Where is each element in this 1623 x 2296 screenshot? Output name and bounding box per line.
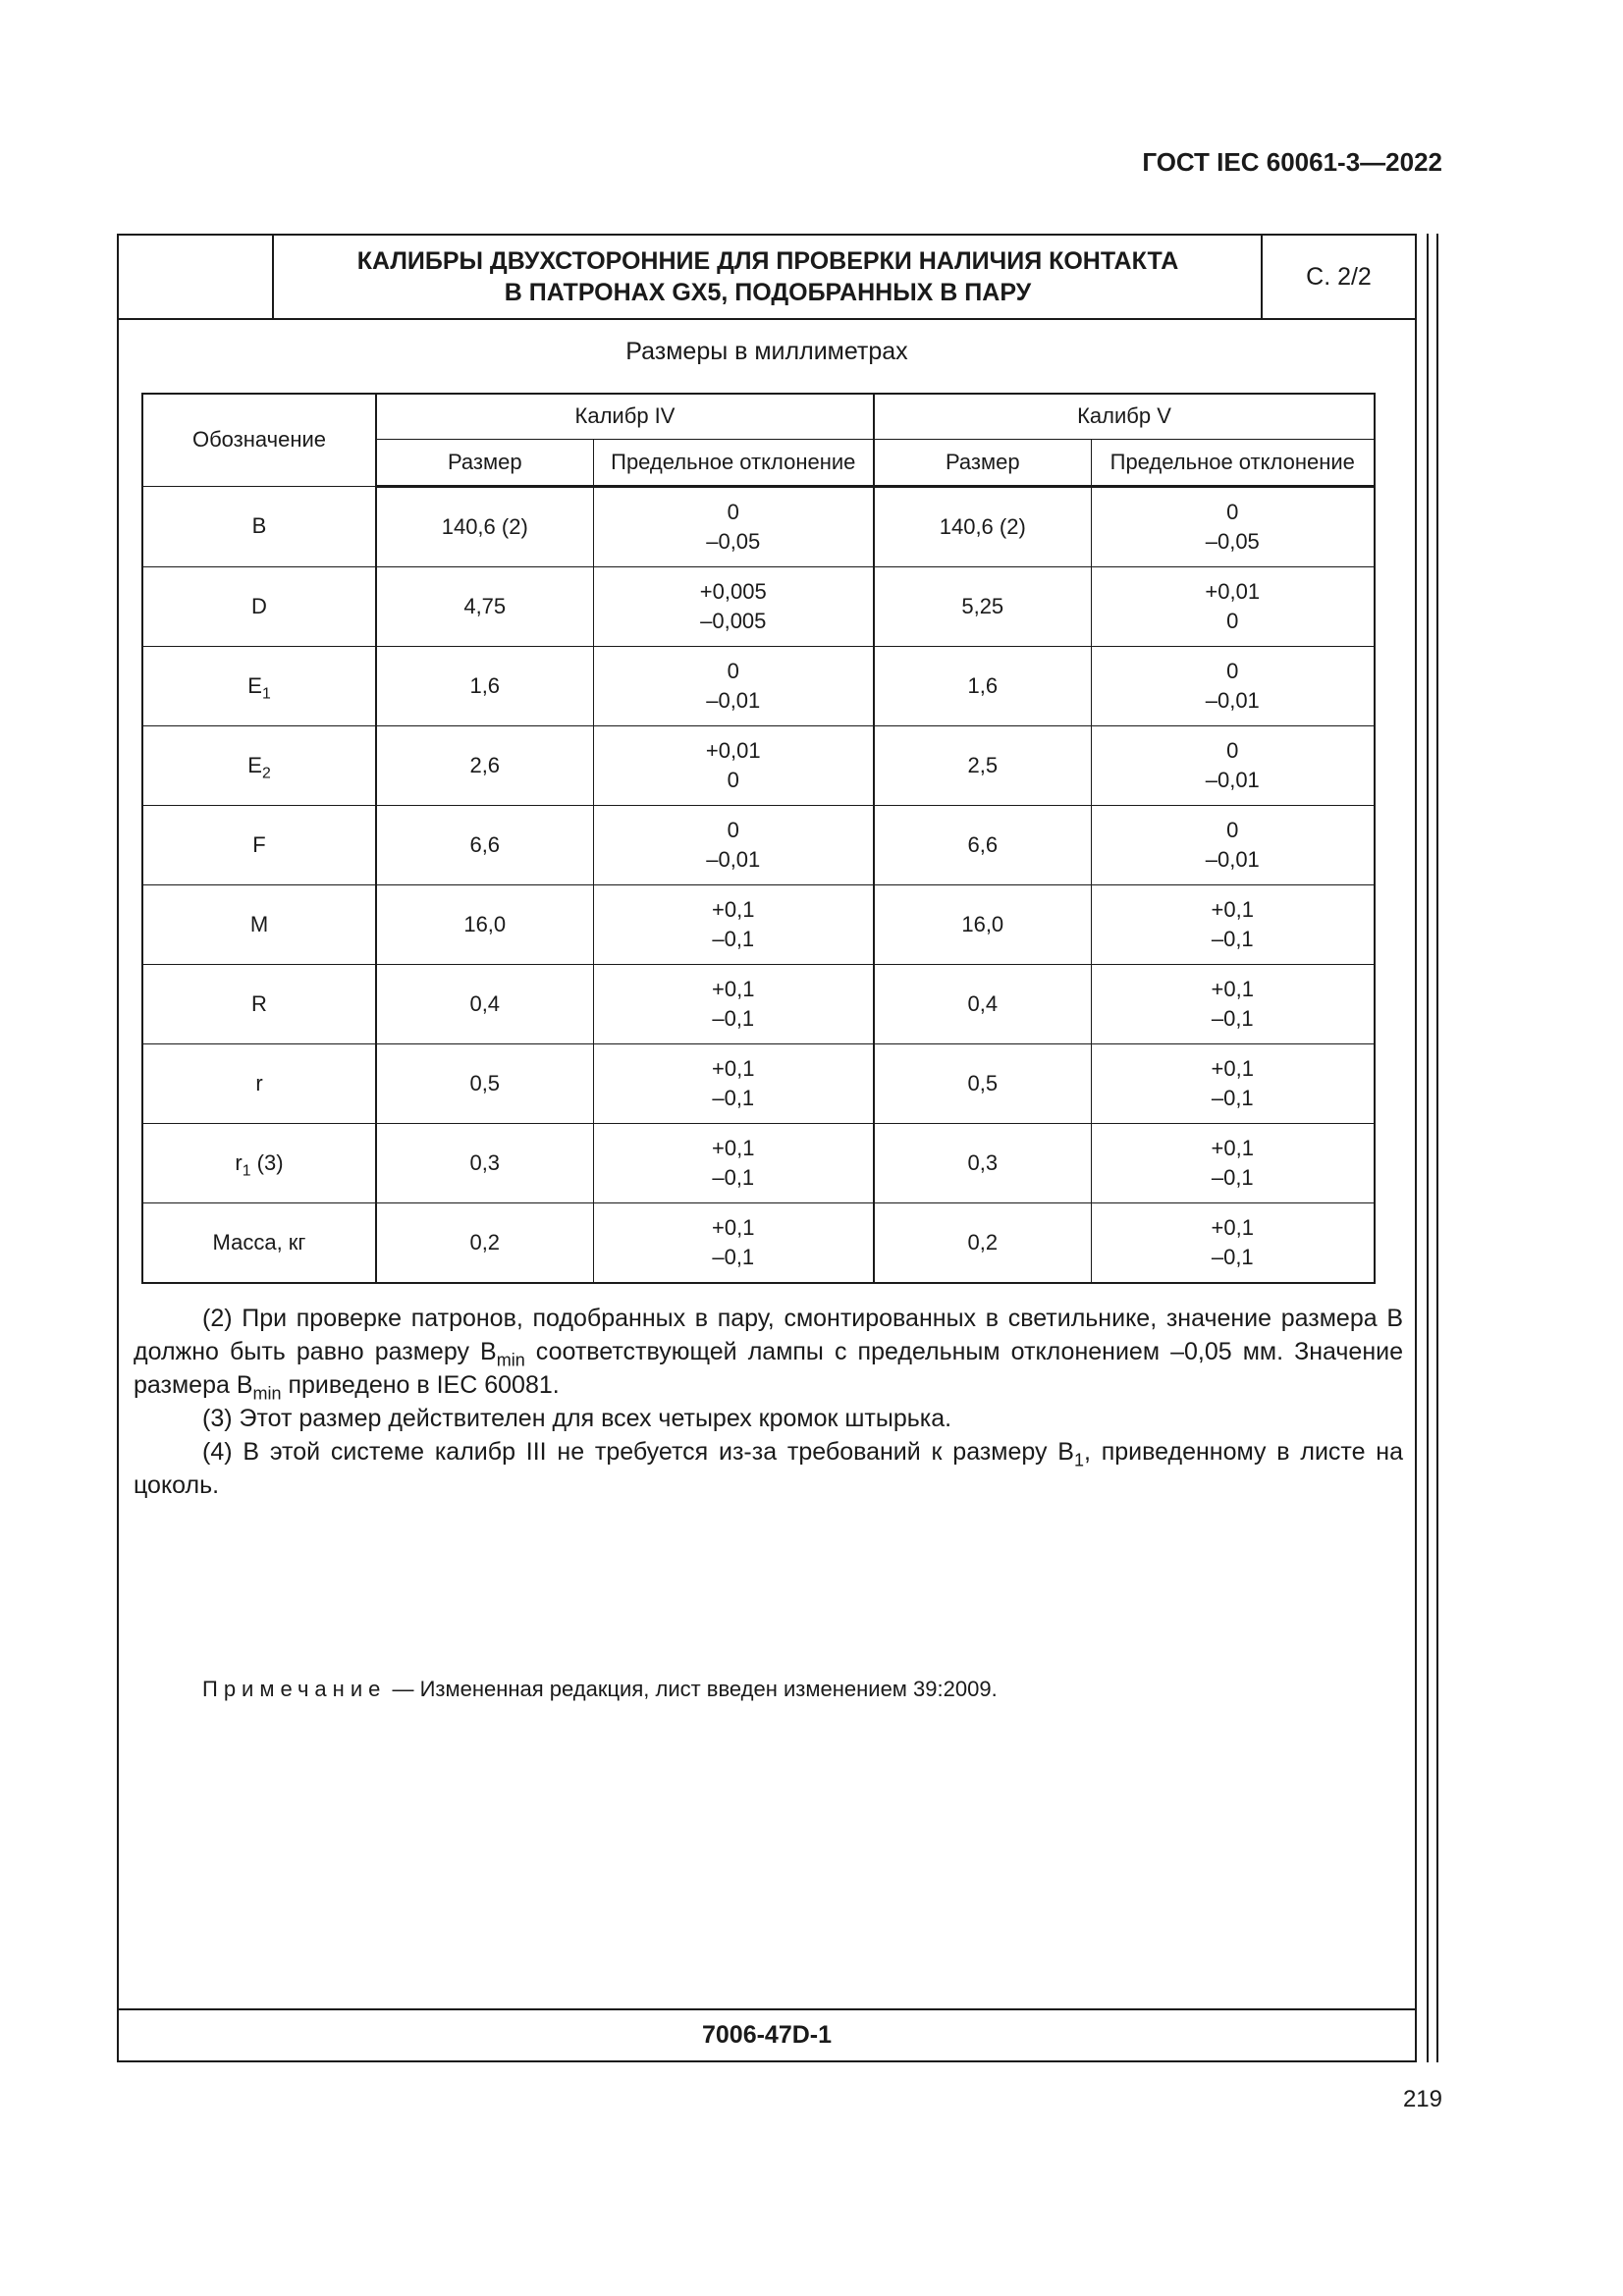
table-row (142, 1123, 1375, 1202)
designation-symbol: D (251, 593, 267, 618)
designation-symbol: E (247, 752, 262, 777)
designation-cell (142, 486, 376, 566)
lower-deviation: –0,1 (712, 926, 755, 951)
footnote-2 (134, 1302, 1403, 1402)
tolerance-cell-gauge-v (1091, 1202, 1375, 1283)
upper-deviation: +0,1 (1211, 1055, 1254, 1081)
footnote-2-subscript-1: min (496, 1350, 525, 1370)
amendment-remark (202, 1677, 998, 1702)
standard-code: ГОСТ IEC 60061-3—2022 (1142, 147, 1442, 177)
frame-double-line-inner (1436, 234, 1438, 2062)
upper-deviation: +0,1 (712, 896, 755, 922)
upper-deviation: 0 (1226, 658, 1239, 683)
column-group-gauge-iv: Калибр IV (376, 394, 874, 439)
upper-deviation: +0,01 (705, 737, 761, 763)
title-block-blank-cell (119, 236, 274, 318)
column-header-size-iv: Размер (376, 439, 593, 486)
tolerance-cell-gauge-v (1091, 486, 1375, 566)
size-cell-gauge-iv: 140,6 (2) (376, 486, 593, 566)
table-row (142, 1043, 1375, 1123)
column-header-size-v: Размер (874, 439, 1091, 486)
footnote-2-text-a: (2) При проверке патронов, подобранных в пару, смонтированных в светильнике, значение размера В должно быть равно размеру В (134, 1305, 1403, 1365)
size-cell-gauge-iv: 0,5 (376, 1043, 593, 1123)
size-cell-gauge-v: 140,6 (2) (874, 486, 1091, 566)
sheet-title-line-1: КАЛИБРЫ ДВУХСТОРОННИЕ ДЛЯ ПРОВЕРКИ НАЛИЧИЯ КОНТАКТА (356, 247, 1179, 275)
sheet-title-line-2: В ПАТРОНАХ GX5, ПОДОБРАННЫХ В ПАРУ (504, 279, 1032, 306)
size-cell-gauge-v: 0,3 (874, 1123, 1091, 1202)
lower-deviation: –0,1 (1211, 1244, 1254, 1269)
table-row (142, 566, 1375, 646)
size-cell-gauge-iv: 0,3 (376, 1123, 593, 1202)
size-cell-gauge-v: 0,2 (874, 1202, 1091, 1283)
size-cell-gauge-iv: 16,0 (376, 884, 593, 964)
designation-note-ref: (3) (250, 1149, 284, 1175)
dimensions-table (141, 393, 1376, 1284)
designation-cell (142, 805, 376, 884)
lower-deviation: –0,01 (706, 687, 761, 713)
footnotes (134, 1302, 1403, 1502)
size-cell-gauge-v: 6,6 (874, 805, 1091, 884)
designation-cell (142, 884, 376, 964)
tolerance-cell-gauge-v (1091, 1123, 1375, 1202)
designation-subscript: 1 (261, 685, 271, 703)
upper-deviation: 0 (1226, 499, 1239, 524)
tolerance-cell-gauge-v (1091, 884, 1375, 964)
designation-symbol: Масса, кг (212, 1229, 306, 1255)
footnote-2-text-c: приведено в IEC 60081. (281, 1371, 560, 1399)
designation-symbol: E (247, 672, 262, 698)
size-cell-gauge-v: 2,5 (874, 725, 1091, 805)
tolerance-cell-gauge-iv (593, 1123, 874, 1202)
size-cell-gauge-iv: 0,4 (376, 964, 593, 1043)
table-row (142, 805, 1375, 884)
designation-symbol: r (255, 1070, 263, 1095)
upper-deviation: 0 (1226, 737, 1239, 763)
footnote-2-text-b: соответствующей лампы с предельным отклонением –0,05 мм. Значение размера В (134, 1338, 1404, 1399)
lower-deviation: –0,01 (706, 846, 761, 872)
upper-deviation: +0,01 (1205, 578, 1261, 604)
lower-deviation: –0,1 (712, 1085, 755, 1110)
size-cell-gauge-v: 0,4 (874, 964, 1091, 1043)
lower-deviation: –0,01 (1205, 767, 1260, 792)
table-row (142, 884, 1375, 964)
tolerance-cell-gauge-v (1091, 725, 1375, 805)
tolerance-cell-gauge-iv (593, 805, 874, 884)
tolerance-cell-gauge-iv (593, 646, 874, 725)
footnote-3: (3) Этот размер действителен для всех четырех кромок штырька. (202, 1405, 952, 1432)
lower-deviation: –0,1 (712, 1244, 755, 1269)
designation-cell (142, 646, 376, 725)
table-row (142, 1202, 1375, 1283)
remark-text: — Измененная редакция, лист введен изменением 39:2009. (386, 1677, 998, 1701)
footnote-2-subscript-2: min (252, 1383, 282, 1404)
size-cell-gauge-v: 5,25 (874, 566, 1091, 646)
sheet-number: С. 2/2 (1261, 236, 1415, 318)
footnote-4-subscript: 1 (1073, 1450, 1084, 1470)
upper-deviation: +0,1 (1211, 1214, 1254, 1240)
size-cell-gauge-v: 16,0 (874, 884, 1091, 964)
designation-cell (142, 964, 376, 1043)
footnote-4 (134, 1435, 1403, 1502)
sheet-code: 7006-47D-1 (119, 2008, 1415, 2060)
lower-deviation: –0,1 (1211, 926, 1254, 951)
tolerance-cell-gauge-v (1091, 805, 1375, 884)
lower-deviation: –0,01 (1205, 687, 1260, 713)
designation-symbol: r (235, 1149, 243, 1175)
page-number: 219 (1402, 2086, 1442, 2112)
frame-double-line-outer (1427, 234, 1429, 2062)
designation-cell (142, 725, 376, 805)
lower-deviation: –0,01 (1205, 846, 1260, 872)
title-block (119, 236, 1415, 320)
table-row (142, 964, 1375, 1043)
designation-cell (142, 1043, 376, 1123)
upper-deviation: 0 (727, 658, 739, 683)
designation-symbol: F (252, 831, 266, 857)
upper-deviation: +0,1 (1211, 896, 1254, 922)
lower-deviation: –0,05 (1205, 528, 1260, 554)
footnote-4-text-b: , приведенному в листе на цоколь. (134, 1438, 1403, 1499)
column-header-designation: Обозначение (142, 394, 376, 486)
designation-symbol: R (251, 990, 267, 1016)
upper-deviation: +0,1 (712, 1135, 755, 1160)
lower-deviation: –0,1 (712, 1005, 755, 1031)
size-cell-gauge-iv: 4,75 (376, 566, 593, 646)
designation-subscript: 2 (261, 765, 271, 782)
lower-deviation: –0,1 (1211, 1164, 1254, 1190)
size-cell-gauge-v: 0,5 (874, 1043, 1091, 1123)
designation-subscript: 1 (242, 1162, 251, 1180)
footnote-4-text-a: (4) В этой системе калибр III не требуется из-за требований к размеру В (202, 1438, 1074, 1466)
column-header-tolerance-v: Предельное отклонение (1091, 439, 1375, 486)
tolerance-cell-gauge-v (1091, 1043, 1375, 1123)
tolerance-cell-gauge-v (1091, 646, 1375, 725)
tolerance-cell-gauge-iv (593, 725, 874, 805)
size-cell-gauge-iv: 0,2 (376, 1202, 593, 1283)
lower-deviation: 0 (727, 767, 739, 792)
upper-deviation: +0,1 (712, 976, 755, 1001)
upper-deviation: 0 (727, 817, 739, 842)
size-cell-gauge-iv: 2,6 (376, 725, 593, 805)
upper-deviation: +0,1 (712, 1055, 755, 1081)
remark-label: Примечание (202, 1677, 387, 1701)
tolerance-cell-gauge-iv (593, 1202, 874, 1283)
upper-deviation: +0,1 (712, 1214, 755, 1240)
upper-deviation: 0 (1226, 817, 1239, 842)
lower-deviation: –0,005 (700, 608, 767, 633)
size-cell-gauge-iv: 1,6 (376, 646, 593, 725)
lower-deviation: –0,1 (1211, 1085, 1254, 1110)
upper-deviation: 0 (727, 499, 739, 524)
designation-cell (142, 1123, 376, 1202)
tolerance-cell-gauge-iv (593, 1043, 874, 1123)
upper-deviation: +0,005 (699, 578, 767, 604)
tolerance-cell-gauge-iv (593, 486, 874, 566)
column-header-tolerance-iv: Предельное отклонение (593, 439, 874, 486)
sheet-title (274, 236, 1262, 318)
size-cell-gauge-iv: 6,6 (376, 805, 593, 884)
table-row (142, 486, 1375, 566)
tolerance-cell-gauge-iv (593, 884, 874, 964)
table-row (142, 725, 1375, 805)
upper-deviation: +0,1 (1211, 1135, 1254, 1160)
column-group-gauge-v: Калибр V (874, 394, 1375, 439)
sheet-frame (117, 234, 1417, 2062)
tolerance-cell-gauge-v (1091, 964, 1375, 1043)
tolerance-cell-gauge-iv (593, 964, 874, 1043)
designation-cell (142, 566, 376, 646)
table-row (142, 646, 1375, 725)
upper-deviation: +0,1 (1211, 976, 1254, 1001)
lower-deviation: –0,1 (1211, 1005, 1254, 1031)
tolerance-cell-gauge-v (1091, 566, 1375, 646)
lower-deviation: –0,1 (712, 1164, 755, 1190)
lower-deviation: 0 (1226, 608, 1239, 633)
units-caption: Размеры в миллиметрах (625, 338, 908, 365)
designation-cell (142, 1202, 376, 1283)
size-cell-gauge-v: 1,6 (874, 646, 1091, 725)
lower-deviation: –0,05 (706, 528, 761, 554)
designation-symbol: M (249, 911, 269, 936)
tolerance-cell-gauge-iv (593, 566, 874, 646)
designation-symbol: B (251, 513, 267, 538)
